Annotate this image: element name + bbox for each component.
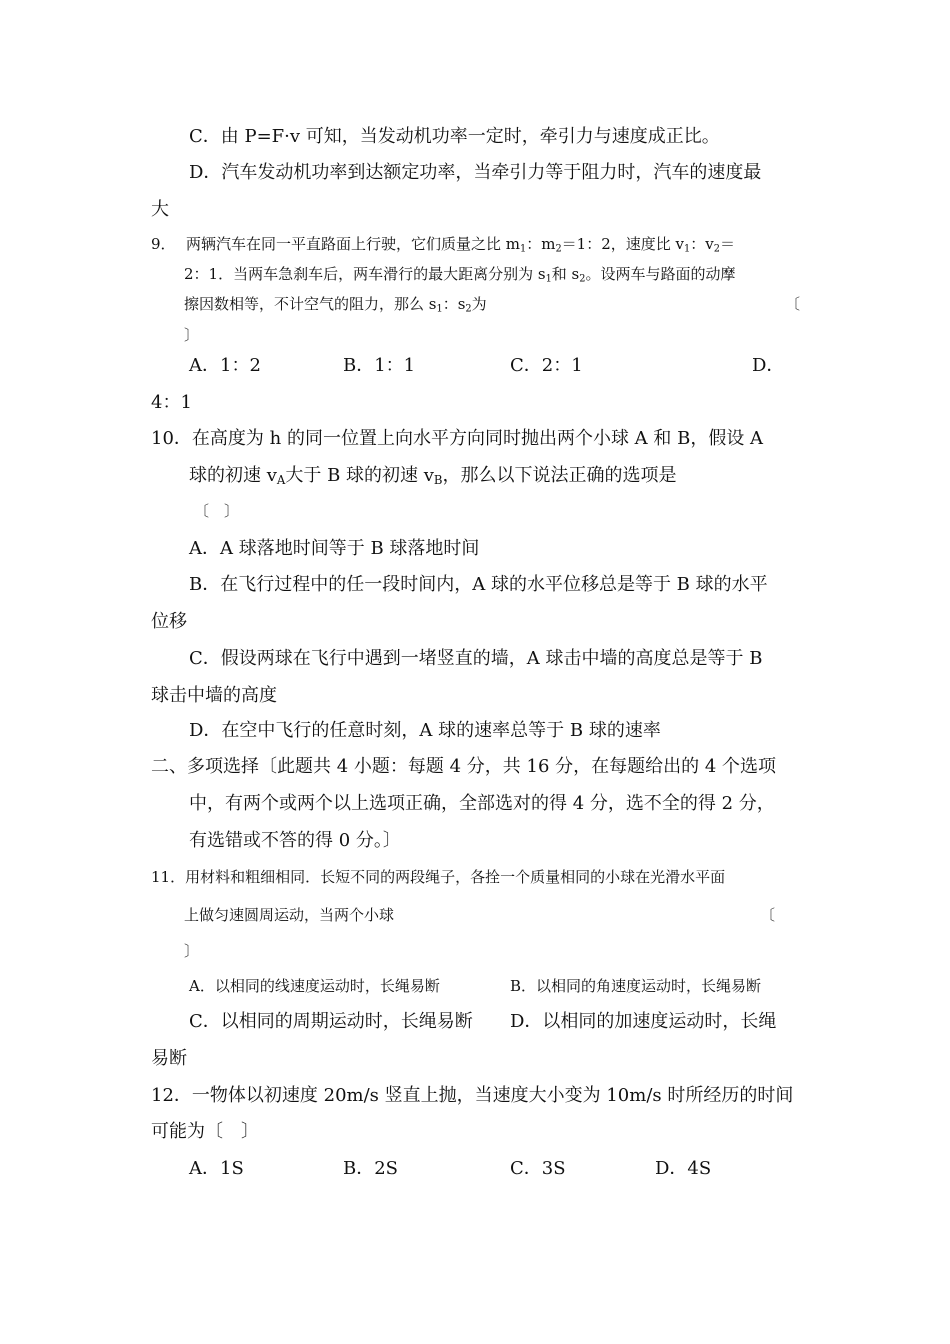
q10-option-a: A．A 球落地时间等于 B 球落地时间 (189, 538, 480, 559)
q10-option-c-line2: 球击中墙的高度 (151, 685, 277, 706)
q9-option-a: A．1：2 (189, 355, 261, 376)
q10-option-d: D．在空中飞行的任意时刻，A 球的速率总等于 B 球的速率 (189, 720, 661, 741)
q10-option-b-line1: B．在飞行过程中的任一段时间内，A 球的水平位移总是等于 B 球的水平 (189, 574, 768, 595)
q9-option-d-value: 4：1 (151, 392, 192, 413)
q8-option-c: C．由 P=F·v 可知，当发动机功率一定时，牵引力与速度成正比。 (189, 126, 720, 147)
q12-line1: 12．一物体以初速度 20m/s 竖直上抛，当速度大小变为 10m/s 时所经历的时间 (151, 1085, 794, 1106)
q10-option-c-line1: C．假设两球在飞行中遇到一堵竖直的墙，A 球击中墙的高度总是等于 B (189, 648, 763, 669)
q12-option-d: D．4S (655, 1158, 712, 1179)
q9-line2: 2：1．当两车急刹车后，两车滑行的最大距离分别为 $s_1$和 $s_2$。设两车与路面的动摩 (184, 265, 736, 285)
q9-option-b: B．1：1 (343, 355, 416, 376)
q10-answer-bracket: 〔 〕 (194, 502, 240, 520)
section-2-heading-line3: 有选错或不答的得 0 分。〕 (189, 830, 401, 851)
q11-answer-bracket-open: 〔 (760, 906, 776, 924)
q12-option-b: B．2S (343, 1158, 399, 1179)
q10-line1: 10．在高度为 h 的同一位置上向水平方向同时抛出两个小球 A 和 B，假设 A (151, 428, 764, 449)
q10-option-b-line2: 位移 (151, 611, 187, 632)
q12-option-a: A．1S (189, 1158, 244, 1179)
q11-line1: 11．用材料和粗细相同．长短不同的两段绳子，各拴一个质量相同的小球在光滑水平面 (151, 868, 726, 886)
q11-answer-bracket-close: 〕 (184, 942, 200, 960)
q11-option-a: A．以相同的线速度运动时，长绳易断 (189, 977, 440, 995)
q11-option-b: B．以相同的角速度运动时，长绳易断 (510, 977, 762, 995)
q8-option-d-line1: D．汽车发动机功率到达额定功率，当牵引力等于阻力时，汽车的速度最 (189, 162, 762, 183)
q11-option-d-line2: 易断 (151, 1048, 187, 1069)
q9-option-d-label: D． (752, 355, 785, 376)
q11-option-d-line1: D．以相同的加速度运动时，长绳 (510, 1011, 777, 1032)
q12-line2: 可能为〔 〕 (151, 1121, 259, 1142)
q9-line3: 擦因数相等，不计空气的阻力，那么 $s_1$：$s_2$为 (184, 295, 487, 315)
q9-option-c: C．2：1 (510, 355, 583, 376)
q9-number: 9． (151, 235, 176, 253)
q8-option-d-line2: 大 (151, 199, 169, 220)
section-2-heading-line2: 中，有两个或两个以上选项正确，全部选对的得 4 分，选不全的得 2 分， (189, 793, 775, 814)
q9-answer-bracket-close: 〕 (184, 326, 200, 344)
q9-line1: 两辆汽车在同一平直路面上行驶，它们质量之比 $m_1$：$m_2=1$：2，速度比 $v_1$：$v_2=$ (186, 235, 735, 255)
section-2-heading-line1: 二、多项选择〔此题共 4 小题：每题 4 分，共 16 分，在每题给出的 4 个选项 (151, 756, 777, 777)
q11-option-c: C．以相同的周期运动时，长绳易断 (189, 1011, 473, 1032)
q12-option-c: C．3S (510, 1158, 566, 1179)
q9-answer-bracket-open: 〔 (785, 295, 801, 313)
q11-line2: 上做匀速圆周运动，当两个小球 (184, 906, 395, 924)
q10-line2: 球的初速 $v_A$大于 B 球的初速 $v_B$，那么以下说法正确的选项是 (189, 465, 677, 487)
